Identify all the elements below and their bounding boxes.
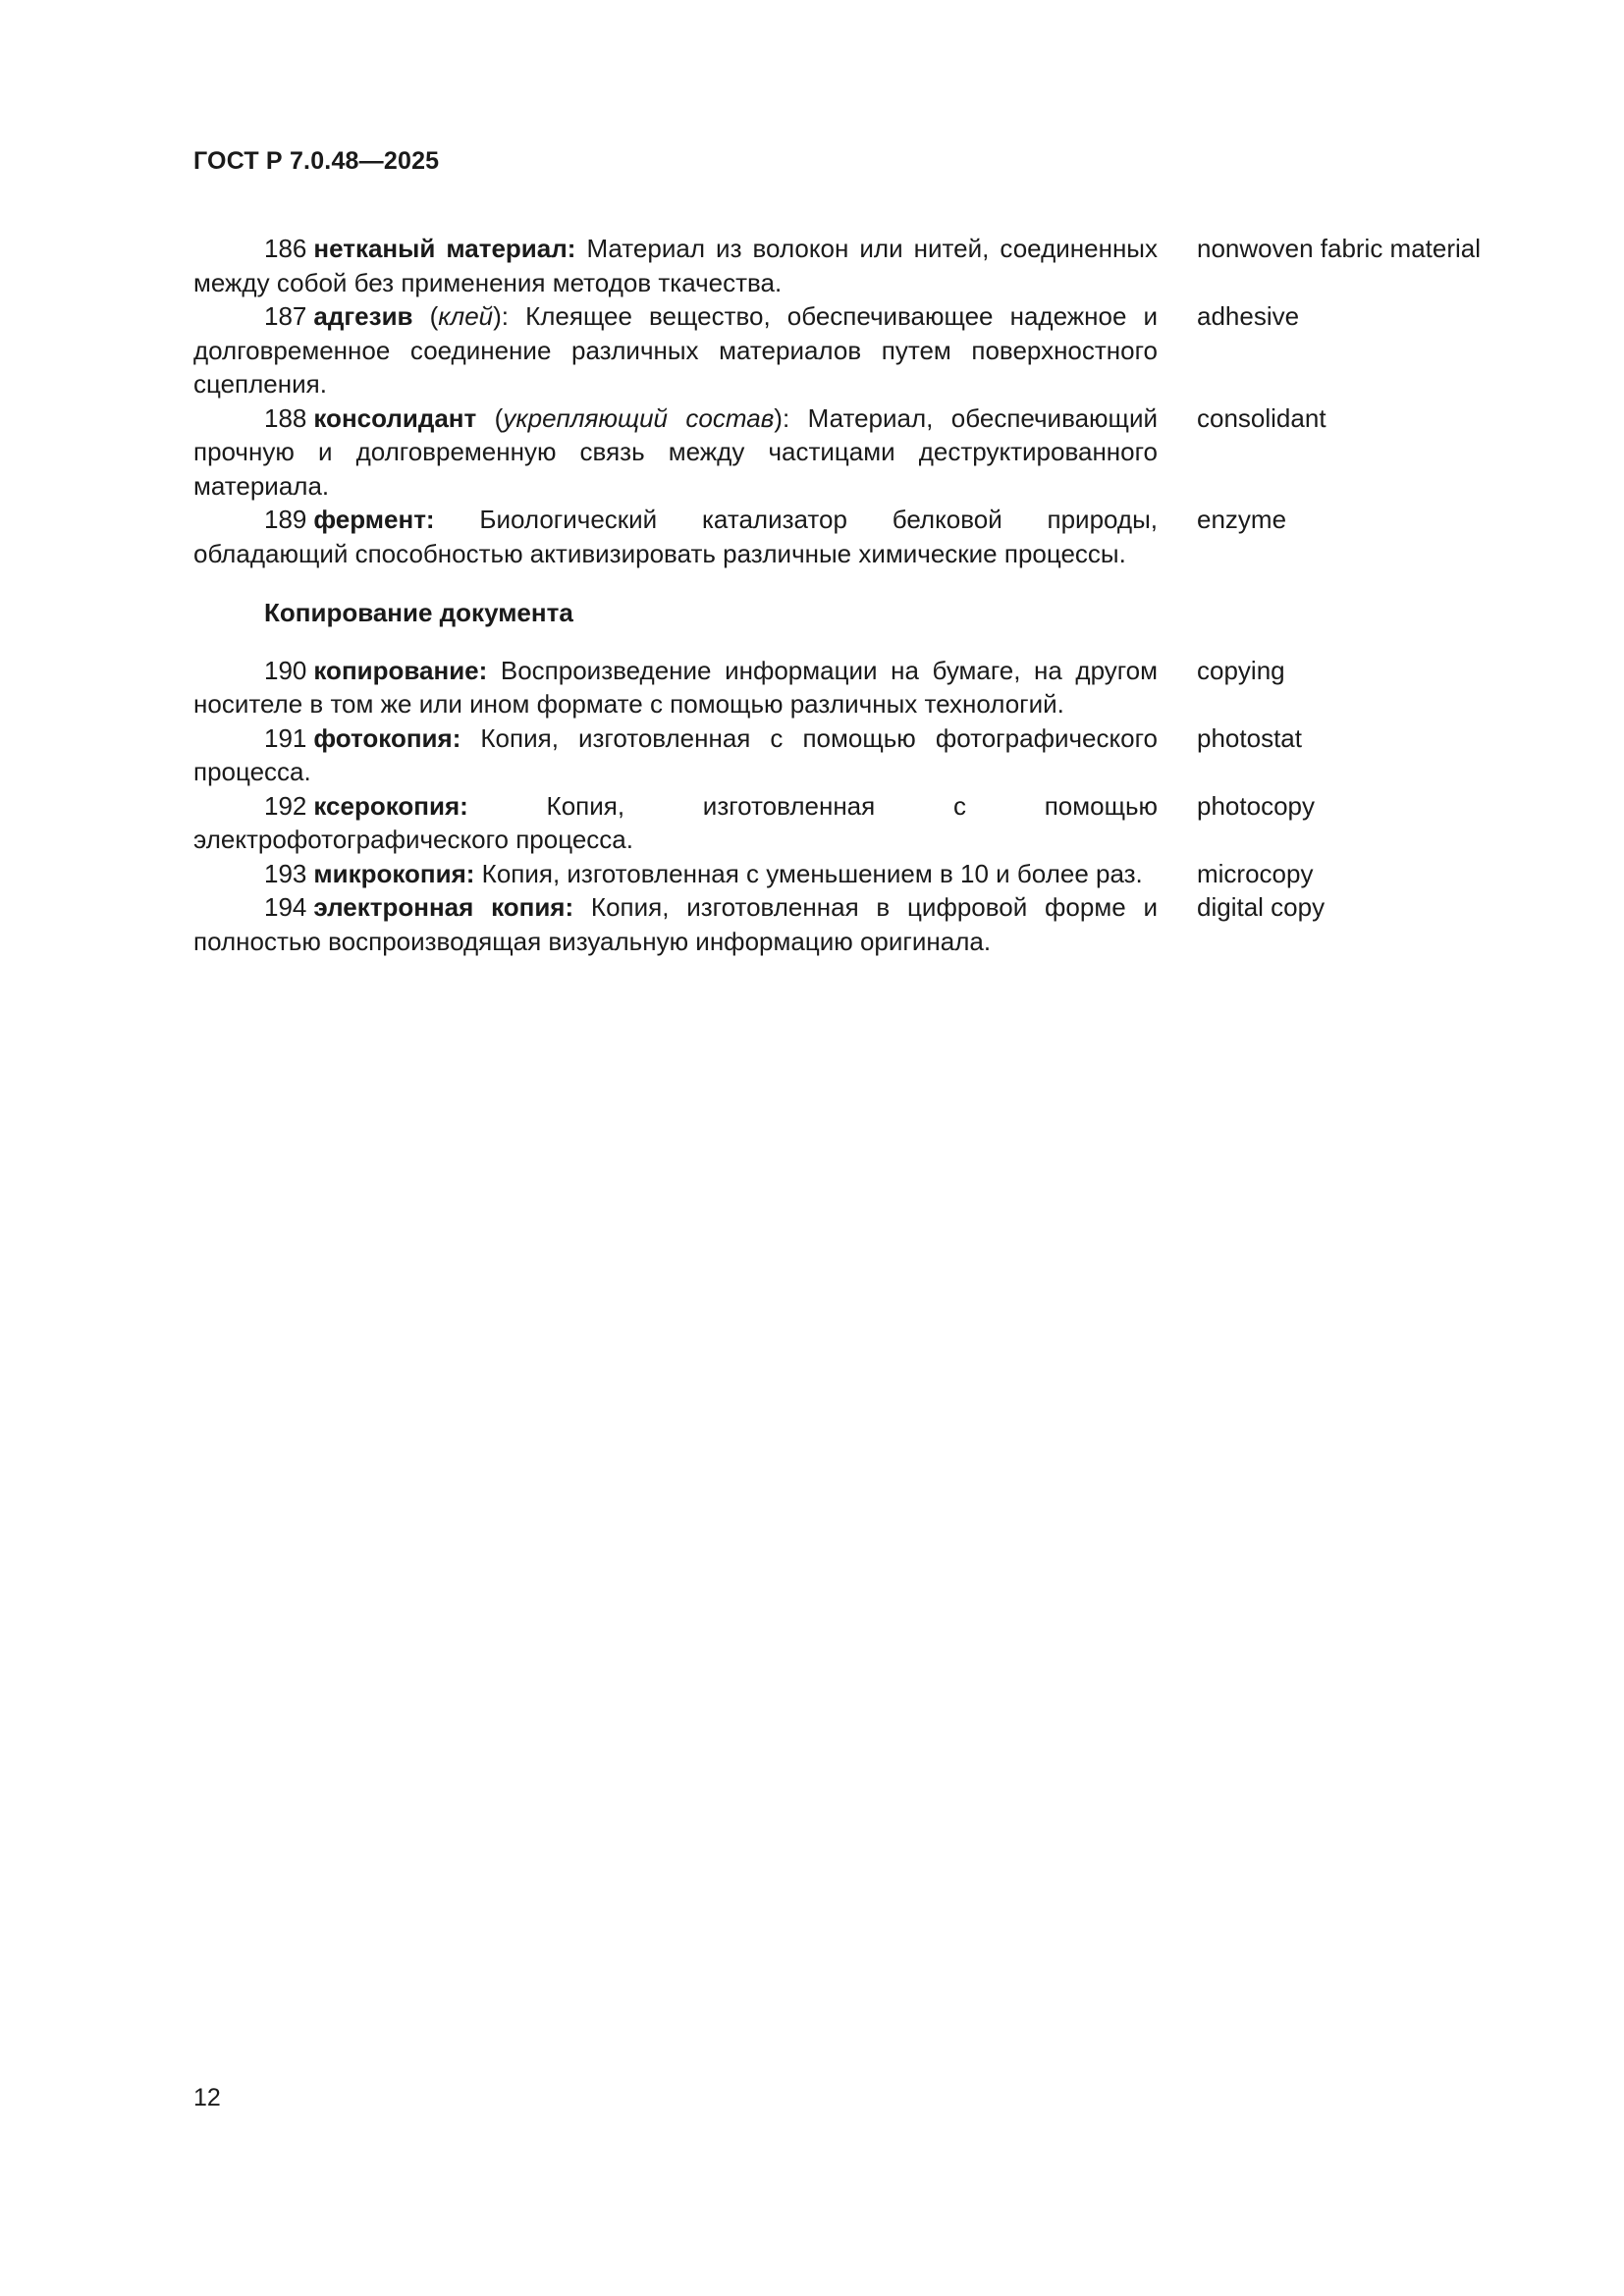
term-synonym: клей	[438, 301, 494, 331]
term-definition-block	[193, 299, 1158, 401]
term-definition: Копия, изготовленная с помощью фотографического процесса.	[193, 722, 1158, 786]
term-english-equivalent: photocopy	[1197, 790, 1315, 821]
term-definition-block	[193, 890, 1158, 958]
term-number: 191	[264, 722, 307, 753]
terms-list	[193, 232, 1509, 958]
term-number: 194	[264, 892, 307, 922]
term-definition-block	[193, 401, 1158, 504]
term-entry-192	[193, 789, 1509, 857]
term-definition-block	[193, 654, 1158, 721]
term-entry-190	[193, 654, 1509, 721]
term-name: ксерокопия:	[313, 790, 468, 821]
term-name: адгезив	[313, 301, 413, 331]
synonym-close: ):	[774, 402, 790, 433]
term-definition: Биологический катализатор белковой природы, обладающий способностью активизировать различные химические процессы.	[193, 505, 1158, 568]
term-definition-block	[193, 503, 1158, 570]
term-definition-block	[193, 721, 1158, 789]
term-definition-block	[193, 857, 1158, 891]
term-definition: Копия, изготовленная с помощью электрофотографического процесса.	[193, 790, 1158, 854]
term-definition-block	[193, 232, 1158, 299]
term-english-equivalent: nonwoven fabric material	[1197, 234, 1482, 263]
term-name: консолидант	[313, 402, 477, 433]
term-number: 190	[264, 655, 307, 685]
term-name: копирование:	[313, 655, 488, 685]
term-definition: Материал из волокон или нитей, соединенных между собой без применения методов ткачества.	[193, 234, 1158, 297]
term-english-equivalent: consolidant	[1197, 402, 1326, 433]
term-number: 189	[264, 505, 307, 534]
term-english-equivalent: photostat	[1197, 722, 1302, 753]
term-definition: Копия, изготовленная в цифровой форме и полностью воспроизводящая визуальную информацию оригинала.	[193, 892, 1158, 956]
term-entry-186	[193, 232, 1509, 299]
term-name: электронная копия:	[313, 892, 574, 922]
term-definition: Материал, обеспечивающий прочную и долговременную связь между частицами деструктированного материала.	[193, 402, 1158, 501]
term-synonym: укрепляющий состав	[503, 402, 775, 433]
document-header: ГОСТ Р 7.0.48—2025	[193, 147, 440, 175]
synonym-close: ):	[493, 301, 510, 331]
term-definition: Клеящее вещество, обеспечивающее надежное и долговременное соединение различных материалов путем поверхностного сцепления.	[193, 301, 1158, 399]
term-number: 187	[264, 301, 307, 331]
term-entry-189	[193, 503, 1509, 570]
term-entry-191	[193, 721, 1509, 789]
section-heading: Копирование документа	[264, 598, 573, 627]
synonym-open: (	[476, 402, 504, 433]
term-number: 188	[264, 402, 307, 433]
term-entry-193	[193, 857, 1509, 891]
term-entry-194	[193, 890, 1509, 958]
term-number: 192	[264, 790, 307, 821]
term-english-equivalent: copying	[1197, 655, 1285, 685]
term-english-equivalent: enzyme	[1197, 505, 1287, 534]
term-definition: Воспроизведение информации на бумаге, на другом носителе в том же или ином формате с помощью различных технологий.	[193, 655, 1158, 719]
term-english-equivalent: microcopy	[1197, 858, 1314, 888]
term-entry-187	[193, 299, 1509, 401]
term-english-equivalent: digital copy	[1197, 892, 1326, 922]
term-name: нетканый материал:	[313, 234, 576, 263]
term-name: фотокопия:	[313, 722, 461, 753]
page-number: 12	[193, 2084, 221, 2111]
term-number: 193	[264, 858, 307, 888]
term-number: 186	[264, 234, 307, 263]
synonym-open: (	[412, 301, 439, 331]
term-english-equivalent: adhesive	[1197, 301, 1300, 331]
term-entry-188	[193, 401, 1509, 504]
term-definition: Копия, изготовленная с уменьшением в 10 и более раз.	[474, 858, 1143, 888]
term-definition-block	[193, 789, 1158, 857]
term-name: микрокопия:	[313, 858, 475, 888]
term-name: фермент:	[313, 505, 435, 534]
